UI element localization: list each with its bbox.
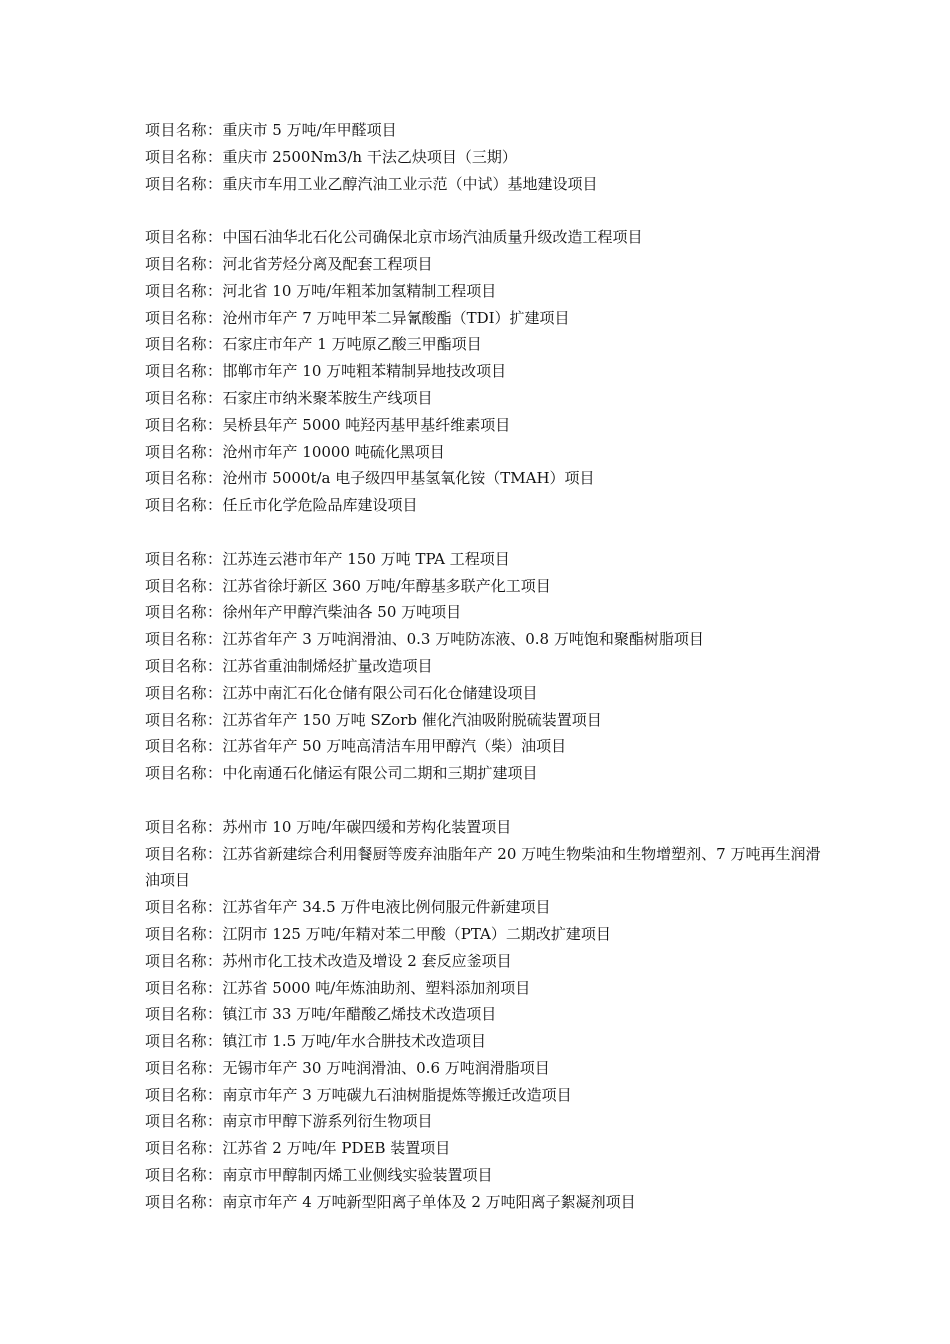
project-name: 重庆市车用工业乙醇汽油工业示范（中试）基地建设项目 (222, 174, 598, 193)
project-group (145, 546, 825, 787)
project-label: 项目名称： (145, 898, 223, 917)
project-label: 项目名称： (145, 1139, 223, 1158)
project-label: 项目名称： (145, 737, 223, 756)
project-line (145, 573, 825, 600)
project-name: 江苏连云港市年产 150 万吨 TPA 工程项目 (222, 549, 510, 568)
project-label: 项目名称： (145, 496, 223, 515)
project-label: 项目名称： (145, 603, 223, 622)
project-line (145, 733, 825, 760)
project-name: 中国石油华北石化公司确保北京市场汽油质量升级改造工程项目 (222, 228, 643, 247)
project-label: 项目名称： (145, 1166, 223, 1185)
project-name: 任丘市化学危险品库建设项目 (222, 496, 418, 515)
project-name: 江苏省徐圩新区 360 万吨/年醇基多联产化工项目 (222, 576, 551, 595)
project-line (145, 171, 825, 198)
project-name: 江苏省年产 150 万吨 SZorb 催化汽油吸附脱硫装置项目 (222, 710, 602, 729)
project-label: 项目名称： (145, 978, 223, 997)
project-line (145, 358, 825, 385)
project-name: 江阴市 125 万吨/年精对苯二甲酸（PTA）二期改扩建项目 (222, 924, 611, 943)
project-name: 重庆市 2500Nm3/h 干法乙炔项目（三期） (222, 147, 517, 166)
project-name: 南京市年产 3 万吨碳九石油树脂提炼等搬迁改造项目 (222, 1085, 572, 1104)
project-label: 项目名称： (145, 1192, 223, 1211)
project-group (145, 117, 825, 197)
project-line (145, 251, 825, 278)
project-line (145, 278, 825, 305)
project-label: 项目名称： (145, 1032, 223, 1051)
project-name: 沧州市年产 10000 吨硫化黑项目 (222, 442, 445, 461)
project-line (145, 331, 825, 358)
project-label: 项目名称： (145, 362, 223, 381)
project-name: 石家庄市年产 1 万吨原乙酸三甲酯项目 (222, 335, 482, 354)
project-line (145, 680, 825, 707)
project-label: 项目名称： (145, 442, 223, 461)
project-group (145, 814, 825, 1216)
project-label: 项目名称： (145, 549, 223, 568)
project-name: 南京市甲醇制丙烯工业侧线实验装置项目 (222, 1166, 493, 1185)
project-name: 重庆市 5 万吨/年甲醛项目 (222, 121, 397, 139)
project-line (145, 626, 825, 653)
project-label: 项目名称： (145, 1058, 223, 1077)
project-label: 项目名称： (145, 147, 223, 166)
project-line (145, 599, 825, 626)
project-name: 江苏中南汇石化仓储有限公司石化仓储建设项目 (222, 683, 538, 702)
project-label: 项目名称： (145, 1085, 223, 1104)
project-name: 河北省 10 万吨/年粗苯加氢精制工程项目 (222, 281, 497, 300)
project-label: 项目名称： (145, 656, 223, 675)
project-name: 河北省芳烃分离及配套工程项目 (222, 254, 433, 273)
project-label: 项目名称： (145, 121, 223, 139)
project-line (145, 546, 825, 573)
project-line (145, 492, 825, 519)
project-name: 江苏省新建综合利用餐厨等废弃油脂年产 20 万吨生物柴油和生物增塑剂、7 万吨再生润滑油项目 (145, 844, 821, 890)
project-line (145, 760, 825, 787)
project-line (145, 975, 825, 1002)
project-name: 江苏省重油制烯烃扩量改造项目 (222, 656, 433, 675)
project-name: 无锡市年产 30 万吨润滑油、0.6 万吨润滑脂项目 (222, 1058, 550, 1077)
project-label: 项目名称： (145, 710, 223, 729)
project-label: 项目名称： (145, 1005, 223, 1024)
project-name: 石家庄市纳米聚苯胺生产线项目 (222, 388, 433, 407)
project-label: 项目名称： (145, 388, 223, 407)
project-name: 镇江市 33 万吨/年醋酸乙烯技术改造项目 (222, 1005, 497, 1024)
project-name: 江苏省年产 34.5 万件电液比例伺服元件新建项目 (222, 898, 551, 917)
project-label: 项目名称： (145, 174, 223, 193)
project-name: 邯郸市年产 10 万吨粗苯精制异地技改项目 (222, 362, 507, 381)
project-line (145, 439, 825, 466)
project-name: 沧州市 5000t/a 电子级四甲基氢氧化铵（TMAH）项目 (222, 469, 595, 488)
project-label: 项目名称： (145, 683, 223, 702)
project-label: 项目名称： (145, 630, 223, 649)
project-label: 项目名称： (145, 576, 223, 595)
project-name: 徐州年产甲醇汽柴油各 50 万吨项目 (222, 603, 462, 622)
project-name: 沧州市年产 7 万吨甲苯二异氰酸酯（TDI）扩建项目 (222, 308, 570, 327)
project-line (145, 1162, 825, 1189)
project-name: 南京市甲醇下游系列衍生物项目 (222, 1112, 433, 1131)
project-label: 项目名称： (145, 764, 223, 783)
project-label: 项目名称： (145, 415, 223, 434)
project-line (145, 894, 825, 921)
project-name: 苏州市化工技术改造及增设 2 套反应釜项目 (222, 951, 512, 970)
project-line (145, 1108, 825, 1135)
project-line (145, 1082, 825, 1109)
project-line (145, 224, 825, 251)
project-name: 镇江市 1.5 万吨/年水合肼技术改造项目 (222, 1032, 486, 1051)
project-name: 江苏省年产 3 万吨润滑油、0.3 万吨防冻液、0.8 万吨饱和聚酯树脂项目 (222, 630, 704, 649)
project-line (145, 921, 825, 948)
project-line (145, 1028, 825, 1055)
project-label: 项目名称： (145, 951, 223, 970)
project-label: 项目名称： (145, 335, 223, 354)
project-group (145, 224, 825, 519)
project-line (145, 1135, 825, 1162)
project-label: 项目名称： (145, 228, 223, 247)
project-line (145, 707, 825, 734)
project-line (145, 653, 825, 680)
project-label: 项目名称： (145, 254, 223, 273)
project-line (145, 465, 825, 492)
project-line (145, 117, 825, 144)
project-label: 项目名称： (145, 817, 223, 836)
project-line (145, 1055, 825, 1082)
project-line (145, 841, 825, 895)
project-label: 项目名称： (145, 281, 223, 300)
project-line (145, 1001, 825, 1028)
project-name: 中化南通石化储运有限公司二期和三期扩建项目 (222, 764, 538, 783)
project-label: 项目名称： (145, 308, 223, 327)
document-page (145, 117, 825, 1216)
project-line (145, 412, 825, 439)
project-name: 吴桥县年产 5000 吨羟丙基甲基纤维素项目 (222, 415, 511, 434)
project-line (145, 144, 825, 171)
project-name: 南京市年产 4 万吨新型阳离子单体及 2 万吨阳离子絮凝剂项目 (222, 1192, 636, 1211)
project-line (145, 385, 825, 412)
project-line (145, 814, 825, 841)
project-name: 江苏省 2 万吨/年 PDEB 装置项目 (222, 1139, 451, 1158)
project-label: 项目名称： (145, 844, 223, 863)
project-name: 江苏省 5000 吨/年炼油助剂、塑料添加剂项目 (222, 978, 531, 997)
project-line (145, 305, 825, 332)
project-label: 项目名称： (145, 469, 223, 488)
project-name: 江苏省年产 50 万吨高清洁车用甲醇汽（柴）油项目 (222, 737, 567, 756)
project-line (145, 948, 825, 975)
project-label: 项目名称： (145, 1112, 223, 1131)
project-name: 苏州市 10 万吨/年碳四缓和芳构化装置项目 (222, 817, 512, 836)
project-label: 项目名称： (145, 924, 223, 943)
project-line (145, 1189, 825, 1216)
